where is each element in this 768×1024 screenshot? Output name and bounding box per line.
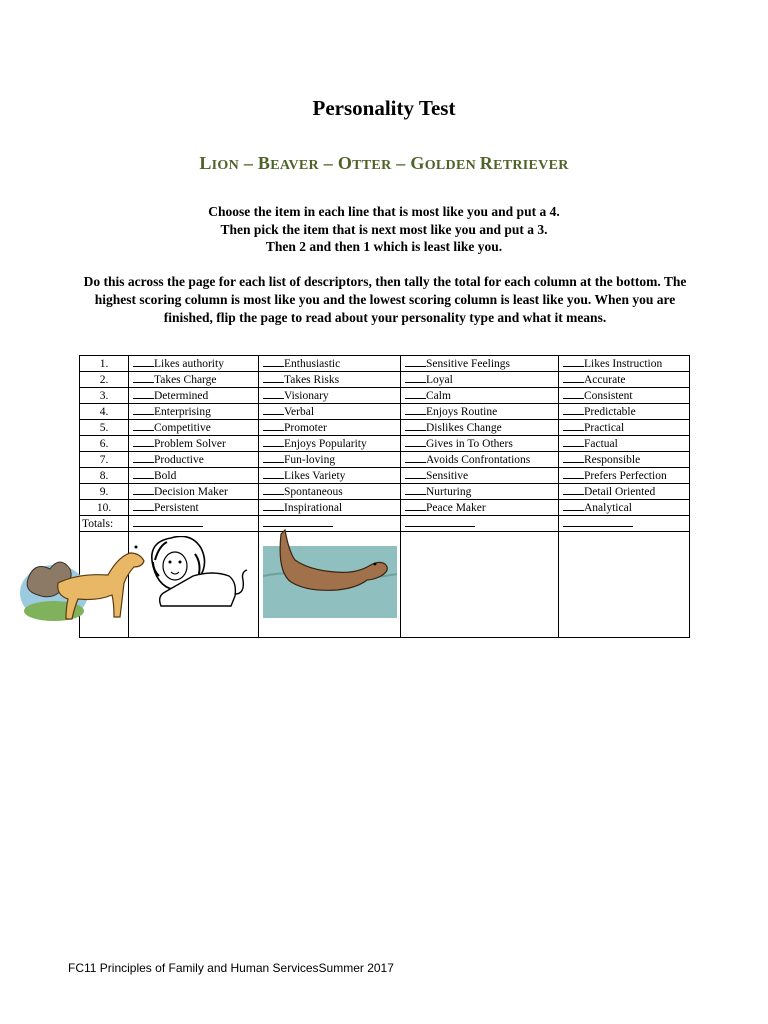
descriptor-label: Inspirational — [284, 502, 343, 514]
instruction-line-1: Choose the item in each line that is most like you and put a 4. — [208, 204, 560, 219]
descriptor-label: Dislikes Change — [426, 422, 502, 434]
descriptor-cell[interactable] — [259, 420, 401, 436]
descriptor-label: Problem Solver — [154, 438, 226, 450]
score-blank[interactable] — [133, 372, 154, 383]
descriptor-cell[interactable] — [401, 372, 559, 388]
descriptor-cell[interactable] — [401, 484, 559, 500]
instruction-line-3: Then 2 and then 1 which is least like you. — [265, 239, 503, 254]
descriptor-label: Loyal — [426, 374, 453, 386]
descriptor-cell[interactable] — [259, 452, 401, 468]
subtitle-separator: – — [391, 153, 411, 173]
descriptor-label: Avoids Confrontations — [426, 454, 531, 466]
table-row — [80, 468, 690, 484]
descriptor-cell[interactable] — [401, 452, 559, 468]
score-blank[interactable] — [263, 468, 284, 479]
descriptor-label: Takes Charge — [154, 374, 217, 386]
descriptor-cell[interactable] — [559, 484, 690, 500]
descriptor-label: Promoter — [284, 422, 327, 434]
row-number: 2. — [80, 372, 129, 388]
descriptor-label: Factual — [584, 438, 618, 450]
score-blank[interactable] — [563, 404, 584, 415]
descriptor-cell[interactable] — [559, 388, 690, 404]
table-row — [80, 436, 690, 452]
score-blank[interactable] — [563, 500, 584, 511]
golden-retriever-illustration — [14, 533, 150, 625]
descriptor-label: Competitive — [154, 422, 211, 434]
descriptor-label: Takes Risks — [284, 374, 340, 386]
total-cell[interactable] — [129, 516, 259, 532]
subtitle-capital: B — [257, 153, 271, 173]
table-row — [80, 404, 690, 420]
descriptor-label: Likes Variety — [284, 470, 346, 482]
score-blank[interactable] — [563, 452, 584, 463]
score-blank[interactable] — [133, 500, 154, 511]
row-number: 7. — [80, 452, 129, 468]
descriptor-label: Sensitive — [426, 470, 469, 482]
score-blank[interactable] — [405, 500, 426, 511]
score-blank[interactable] — [133, 404, 154, 415]
score-blank[interactable] — [263, 372, 284, 383]
score-blank[interactable] — [563, 372, 584, 383]
descriptor-cell[interactable] — [559, 452, 690, 468]
instruction-line-2: Then pick the item that is next most like you and put a 3. — [220, 221, 548, 237]
score-blank[interactable] — [405, 388, 426, 399]
descriptor-cell[interactable] — [129, 484, 259, 500]
otter-illustration — [263, 528, 397, 618]
image-cell — [559, 532, 690, 638]
descriptor-label: Decision Maker — [154, 486, 228, 498]
descriptor-cell[interactable] — [129, 452, 259, 468]
descriptor-cell[interactable] — [559, 468, 690, 484]
score-blank[interactable] — [405, 452, 426, 463]
descriptor-label: Practical — [584, 422, 625, 434]
score-blank[interactable] — [563, 356, 584, 367]
descriptor-cell[interactable] — [401, 356, 559, 372]
descriptor-label: Responsible — [584, 454, 641, 466]
score-blank[interactable] — [405, 484, 426, 495]
score-blank[interactable] — [263, 436, 284, 447]
total-blank[interactable] — [405, 516, 475, 527]
descriptor-cell[interactable] — [401, 388, 559, 404]
descriptor-cell[interactable] — [259, 436, 401, 452]
score-blank[interactable] — [563, 436, 584, 447]
score-blank[interactable] — [563, 468, 584, 479]
descriptor-cell[interactable] — [559, 404, 690, 420]
total-blank[interactable] — [263, 516, 333, 527]
row-number: 6. — [80, 436, 129, 452]
descriptor-cell[interactable] — [401, 500, 559, 516]
descriptor-cell[interactable] — [401, 436, 559, 452]
descriptor-label: Bold — [154, 470, 177, 482]
score-blank[interactable] — [405, 372, 426, 383]
score-blank[interactable] — [133, 436, 154, 447]
table-row — [80, 500, 690, 516]
descriptor-label: Gives in To Others — [426, 438, 513, 450]
score-blank[interactable] — [133, 484, 154, 495]
descriptor-cell[interactable] — [129, 356, 259, 372]
lion-illustration — [145, 536, 251, 610]
descriptor-label: Visionary — [284, 390, 329, 402]
descriptor-cell[interactable] — [559, 356, 690, 372]
descriptor-label: Verbal — [284, 406, 315, 418]
descriptor-label: Sensitive Feelings — [426, 358, 511, 370]
descriptor-cell[interactable] — [129, 404, 259, 420]
subtitle-separator: – — [239, 153, 258, 173]
score-blank[interactable] — [563, 388, 584, 399]
descriptor-label: Likes Instruction — [584, 358, 663, 370]
table-row — [80, 372, 690, 388]
descriptor-label: Productive — [154, 454, 204, 466]
descriptor-cell[interactable] — [129, 468, 259, 484]
subtitle-rest: EAVER — [270, 158, 319, 173]
descriptor-cell[interactable] — [129, 420, 259, 436]
descriptor-label: Likes authority — [154, 358, 224, 370]
subtitle-rest: ETRIEVER — [493, 158, 569, 173]
descriptor-cell[interactable] — [259, 500, 401, 516]
descriptor-label: Predictable — [584, 406, 636, 418]
descriptor-label: Enthusiastic — [284, 358, 341, 370]
total-cell[interactable] — [401, 516, 559, 532]
descriptor-label: Enjoys Routine — [426, 406, 498, 418]
score-blank[interactable] — [563, 484, 584, 495]
table-row — [80, 484, 690, 500]
descriptor-cell[interactable] — [259, 404, 401, 420]
subtitle-capital: O — [337, 153, 353, 173]
descriptor-label: Persistent — [154, 502, 199, 514]
score-blank[interactable] — [263, 388, 284, 399]
descriptor-label: Peace Maker — [426, 502, 486, 514]
subtitle-rest: OLDEN — [424, 158, 480, 173]
subtitle-capital: R — [479, 153, 494, 173]
score-blank[interactable] — [263, 500, 284, 511]
descriptor-label: Enjoys Popularity — [284, 438, 367, 450]
descriptor-cell[interactable] — [129, 436, 259, 452]
score-blank[interactable] — [133, 388, 154, 399]
subtitle-rest: TTER — [352, 158, 392, 173]
image-cell — [401, 532, 559, 638]
subtitle-separator: – — [318, 153, 338, 173]
table-row — [80, 452, 690, 468]
descriptor-cell[interactable] — [259, 468, 401, 484]
page-title: Personality Test — [312, 96, 456, 120]
row-number: 5. — [80, 420, 129, 436]
descriptor-cell[interactable] — [559, 372, 690, 388]
totals-label: Totals: — [80, 516, 129, 532]
footer: FC11 Principles of Family and Human ServicesSummer 2017 — [68, 961, 394, 975]
score-blank[interactable] — [263, 420, 284, 431]
score-blank[interactable] — [563, 420, 584, 431]
total-blank[interactable] — [133, 516, 203, 527]
row-number: 3. — [80, 388, 129, 404]
descriptor-label: Nurturing — [426, 486, 472, 498]
score-blank[interactable] — [405, 468, 426, 479]
total-blank[interactable] — [563, 516, 633, 527]
score-blank[interactable] — [263, 452, 284, 463]
descriptor-label: Spontaneous — [284, 486, 343, 498]
descriptor-cell[interactable] — [259, 388, 401, 404]
descriptor-cell[interactable] — [259, 484, 401, 500]
score-blank[interactable] — [405, 436, 426, 447]
score-blank[interactable] — [133, 452, 154, 463]
descriptor-label: Analytical — [584, 502, 632, 514]
score-blank[interactable] — [405, 356, 426, 367]
descriptor-label: Enterprising — [154, 406, 211, 418]
descriptor-cell[interactable] — [129, 372, 259, 388]
score-blank[interactable] — [405, 420, 426, 431]
descriptor-label: Determined — [154, 390, 209, 402]
descriptor-cell[interactable] — [559, 436, 690, 452]
descriptor-cell[interactable] — [259, 372, 401, 388]
descriptor-cell[interactable] — [401, 468, 559, 484]
descriptor-cell[interactable] — [129, 388, 259, 404]
descriptor-cell[interactable] — [259, 356, 401, 372]
row-number: 1. — [80, 356, 129, 372]
score-blank[interactable] — [263, 484, 284, 495]
descriptor-cell[interactable] — [401, 404, 559, 420]
descriptor-cell[interactable] — [401, 420, 559, 436]
descriptor-label: Prefers Perfection — [584, 470, 667, 482]
score-blank[interactable] — [133, 468, 154, 479]
subtitle-rest: ION — [211, 158, 240, 173]
row-number: 10. — [80, 500, 129, 516]
subtitle-capital: G — [410, 153, 425, 173]
descriptor-label: Calm — [426, 390, 451, 402]
instructions-short — [0, 203, 768, 256]
table-row — [80, 420, 690, 436]
table-row — [80, 388, 690, 404]
score-blank[interactable] — [133, 420, 154, 431]
row-number: 4. — [80, 404, 129, 420]
score-blank[interactable] — [263, 356, 284, 367]
row-number: 8. — [80, 468, 129, 484]
instructions-paragraph: Do this across the page for each list of descriptors, then tally the total for each column at the bottom. The highest scoring column is most like you and the lowest scoring column is least like you. When you are finished, flip the page to read about your personality type and what it means. — [83, 274, 687, 325]
row-number: 9. — [80, 484, 129, 500]
descriptor-cell[interactable] — [559, 500, 690, 516]
descriptor-label: Fun-loving — [284, 454, 336, 466]
table-row — [80, 356, 690, 372]
descriptor-label: Consistent — [584, 390, 633, 402]
score-blank[interactable] — [133, 356, 154, 367]
score-blank[interactable] — [263, 404, 284, 415]
descriptor-cell[interactable] — [129, 500, 259, 516]
descriptor-label: Detail Oriented — [584, 486, 656, 498]
animal-types-subtitle — [0, 153, 768, 174]
descriptor-cell[interactable] — [559, 420, 690, 436]
score-blank[interactable] — [405, 404, 426, 415]
total-cell[interactable] — [559, 516, 690, 532]
subtitle-capital: L — [199, 153, 212, 173]
descriptor-label: Accurate — [584, 374, 626, 386]
